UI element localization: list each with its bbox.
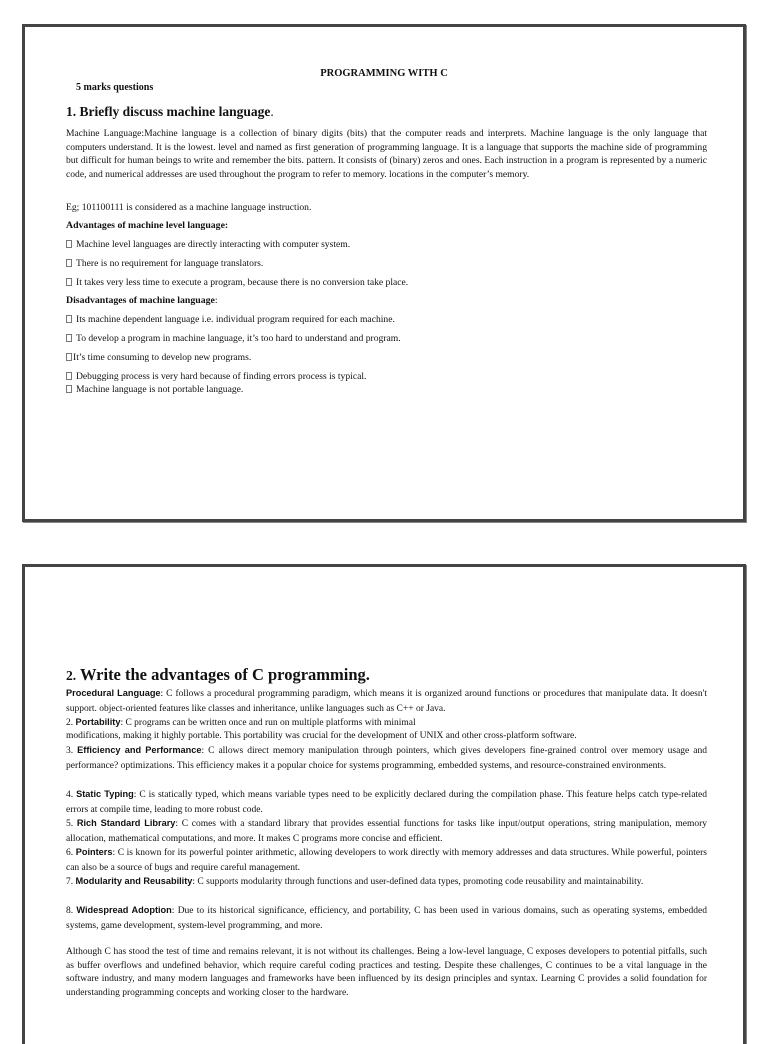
marks-subheading: 5 marks questions	[76, 82, 154, 93]
advantage-point: 8. Widespread Adoption: Due to its historical significance, efficiency, and portability, C has been used in various domains, such as operating systems, embedded systems, game development, system-level programming, and more.	[66, 905, 708, 931]
question-2-heading	[66, 665, 370, 685]
bullet-box-icon	[66, 372, 72, 380]
question-1-text: 1. Briefly discuss machine language	[66, 104, 271, 119]
disadvantage-item: Debugging process is very hard because of finding errors process is typical.	[66, 371, 366, 383]
bullet-box-icon	[66, 240, 72, 248]
disadvantages-heading: Disadvantages of machine language:	[66, 295, 218, 306]
advantage-point: 4. Static Typing: C is statically typed, which means variable types need to be explicitly declared during the compilation phase. This feature helps catch type-related errors at compile time, leading to more robust code.	[66, 789, 708, 815]
question-1-period: .	[270, 104, 274, 119]
disadvantage-item: To develop a program in machine language, it’s too hard to understand and program.	[66, 333, 401, 345]
machine-language-example: Eg; 101100111 is considered as a machine language instruction.	[66, 202, 312, 213]
conclusion-paragraph: Although C has stood the test of time and remains relevant, it is not without its challenges. Being a low-level language, C exposes developers to potential pitfalls, such as buffer overflows and undefined behavior, which require careful coding practices and testing. Despite these challenges, C continues to be a vital language in the software industry, and many modern languages and frameworks have been influenced by its design principles and syntax. Learning C provides a solid foundation for understanding programming concepts and working closer to the hardware.	[66, 947, 707, 998]
bullet-box-icon	[66, 353, 72, 361]
document-title: PROGRAMMING WITH C	[320, 68, 448, 79]
advantage-item: Machine level languages are directly interacting with computer system.	[66, 239, 350, 251]
bullet-box-icon	[66, 278, 72, 286]
advantage-point: 5. Rich Standard Library: C comes with a standard library that provides essential functions for tasks like input/output operations, string manipulation, memory allocation, mathematical computations, and more. It makes C programs more concise and efficient.	[66, 818, 708, 844]
bullet-box-icon	[66, 315, 72, 323]
advantage-item: There is no requirement for language translators.	[66, 258, 263, 270]
disadvantage-item: Its machine dependent language i.e. individual program required for each machine.	[66, 314, 395, 326]
advantage-point: 6. Pointers: C is known for its powerful pointer arithmetic, allowing developers to work directly with memory addresses and data structures. While powerful, pointers can also be a source of bugs and require careful management.	[66, 847, 707, 873]
disadvantage-item: Machine language is not portable language.	[66, 384, 243, 396]
advantage-point: 7. Modularity and Reusability: C supports modularity through functions and user-defined data types, promoting code reusability and maintainability.	[66, 876, 644, 887]
question-2-text: Write the advantages of C programming.	[79, 665, 370, 684]
bullet-box-icon	[66, 385, 72, 393]
machine-language-definition: Machine Language:Machine language is a collection of binary digits (bits) that the computer reads and interprets. Machine language is the only language that computers understand. It is the lowest. level and named as first generation of programming language. It is a language that supports the machine side of programming but difficult for human beings to write and remember the bits. pattern. It consists of (binary) zeros and ones. Each instruction in a program is represented by a numeric code, and numerical addresses are used throughout the program to refer to memory. locations in the computer’s memory.	[66, 128, 707, 180]
advantage-point: 3. Efficiency and Performance: C allows direct memory manipulation through pointers, which gives developers fine-grained control over memory usage and performance? optimizations. This efficiency makes it a popular choice for systems programming, embedded systems, and resource-constrained environments.	[66, 745, 707, 771]
bullet-box-icon	[66, 334, 72, 342]
question-2-number: 2.	[66, 668, 77, 683]
question-1-heading	[66, 104, 274, 120]
advantage-item: It takes very less time to execute a program, because there is no conversion take place.	[66, 277, 408, 289]
advantage-point-continued: modifications, making it highly portable. This portability was crucial for the development of UNIX and other cross-platform software.	[66, 731, 577, 741]
advantage-point: 2. Portability: C programs can be written once and run on multiple platforms with minimal	[66, 717, 416, 728]
document-page-1	[22, 24, 746, 522]
document-page-2	[22, 564, 746, 1044]
disadvantage-item: It’s time consuming to develop new programs.	[66, 352, 251, 364]
advantages-heading: Advantages of machine level language:	[66, 220, 229, 231]
bullet-box-icon	[66, 259, 72, 267]
advantage-point: Procedural Language: C follows a procedural programming paradigm, which means it is organized around functions or procedures that manipulate data. It doesn't support. object-oriented features like classes and inheritance, unlike languages such as C++ or Java.	[66, 688, 707, 714]
